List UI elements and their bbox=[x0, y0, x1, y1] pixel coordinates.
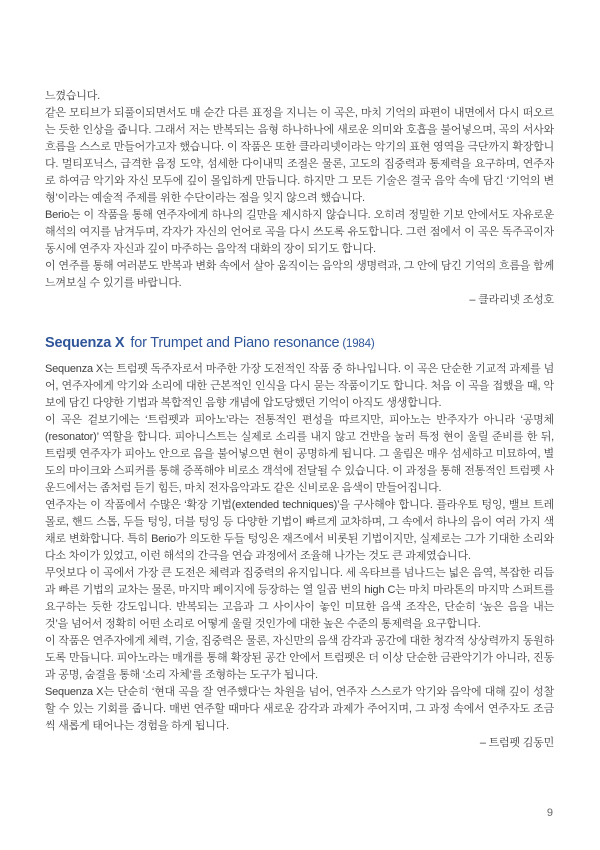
trumpet-performer-signature: – 트럼펫 김동민 bbox=[479, 737, 554, 749]
paragraph: 이 연주를 통해 여러분도 반복과 변화 속에서 살아 움직이는 음악의 생명력과, 그 안에 담긴 기억의 흐름을 함께 느껴보실 수 있기를 바랍니다. bbox=[45, 260, 554, 289]
sequenza-x-heading bbox=[45, 334, 554, 353]
page-content bbox=[45, 88, 554, 752]
paragraph: 연주자는 이 작품에서 수많은 ‘확장 기법(extended techniques)’을 구사해야 합니다. 플라우토 텅잉, 밸브 트레몰로, 핸드 스톱, 두들 텅잉, 더블 텅잉 등 다양한 기법이 빠르게 교차하며, 그 속에서 하나의 음이 여러 가지 색채로 변화합니다. 특히 Berio가 의도한 두들 텅잉은 재즈에서 비롯된 기법이지만, 실제로는 그가 기대한 소리와 다소 차이가 있었고, 이런 해석의 간극을 연습 과정에서 조율해 나가는 것도 큰 과제였습니다. bbox=[45, 499, 554, 562]
page-number: 9 bbox=[546, 807, 553, 819]
piece-title: Sequenza X bbox=[45, 335, 125, 351]
clarinet-note-paragraphs bbox=[45, 88, 554, 292]
paragraph: 이 작품은 연주자에게 체력, 기술, 집중력은 물론, 자신만의 음색 감각과 공간에 대한 청각적 상상력까지 동원하도록 만듭니다. 피아노라는 매개를 통해 확장된 공간 안에서 트럼펫은 더 이상 단순한 금관악기가 아니라, 진동과 공명, 숨결을 통해 ‘소리 자체’를 조형하는 도구가 됩니다. bbox=[45, 635, 554, 681]
paragraph: Berio는 이 작품을 통해 연주자에게 하나의 길만을 제시하지 않습니다. 오히려 정밀한 기보 안에서도 자유로운 해석의 여지를 남겨두며, 각자가 자신의 언어로 곡을 다시 쓰도록 유도합니다. 그런 점에서 이 곡은 독주곡이자 동시에 연주자 자신과 깊이 마주하는 음악적 대화의 장이 되기도 합니다. bbox=[45, 209, 554, 255]
paragraph: Sequenza X는 단순히 ‘현대 곡을 잘 연주했다’는 차원을 넘어, 연주자 스스로가 악기와 음악에 대해 깊이 성찰할 수 있는 기회를 줍니다. 매번 연주할 때마다 새로운 감각과 과제가 주어지며, 그 과정 속에서 연주자도 조금씩 새롭게 태어나는 경험을 하게 됩니다. bbox=[45, 686, 554, 732]
paragraph: 느꼈습니다. bbox=[45, 90, 100, 102]
clarinet-performer-signature: – 클라리넷 조성호 bbox=[469, 294, 554, 306]
paragraph: 무엇보다 이 곡에서 가장 큰 도전은 체력과 집중력의 유지입니다. 세 옥타브를 넘나드는 넓은 음역, 복잡한 리듬과 빠른 기법의 교차는 물론, 마지막 페이지에 등장하는 열 일곱 번의 high C는 마치 마라톤의 마지막 스퍼트를 요구하는 듯한 강도입니다. 반복되는 고음과 그 사이사이 놓인 미묘한 음색 조작은, 단순히 ‘높은 음을 내는 것’을 넘어서 정확히 어떤 소리로 어떻게 울릴 것인가에 대한 높은 수준의 통제력을 요구합니다. bbox=[45, 567, 554, 630]
paragraph: 이 곡은 겉보기에는 ‘트럼펫과 피아노’라는 전통적인 편성을 따르지만, 피아노는 반주자가 아니라 ‘공명체(resonator)’ 역할을 합니다. 피아니스트는 실제로 소리를 내지 않고 건반을 눌러 특정 현이 울릴 준비를 한 뒤, 트럼펫 연주자가 피아노 안으로 음을 불어넣으면 현이 공명하게 됩니다. 그 울림은 매우 섬세하고 미묘하여, 별도의 마이크와 스피커를 통해 증폭해야 비로소 객석에 전달될 수 있습니다. 이 과정을 통해 전통적인 트럼펫 사운드에서는 좀처럼 듣기 힘든, 마치 전자음악과도 같은 신비로운 음색이 만들어집니다. bbox=[45, 414, 554, 494]
paragraph: 같은 모티브가 되풀이되면서도 매 순간 다른 표정을 지니는 이 곡은, 마치 기억의 파편이 내면에서 다시 떠오르는 듯한 인상을 줍니다. 그래서 저는 반복되는 음형 하나하나에 새로운 의미와 호흡을 불어넣으며, 곡의 서사와 흐름을 스스로 만들어가고자 했습니다. 이 작품은 또한 클라리넷이라는 악기의 표현 영역을 극단까지 확장합니다. 멀티포닉스, 급격한 음정 도약, 섬세한 다이내믹 조절은 물론, 고도의 집중력과 통제력을 요구하며, 연주자로 하여금 악기와 자신 모두에 깊이 몰입하게 만듭니다. 하지만 그 모든 기술은 결국 음악 속에 담긴 ‘기억의 변형’이라는 예술적 주제를 위한 수단이라는 점을 잊지 않으려 했습니다. bbox=[45, 107, 554, 204]
paragraph: Sequenza X는 트럼펫 독주자로서 마주한 가장 도전적인 작품 중 하나입니다. 이 곡은 단순한 기교적 과제를 넘어, 연주자에게 악기와 소리에 대한 근본적인 인식을 다시 묻는 작품이기도 합니다. 처음 이 곡을 접했을 때, 악보에 담긴 다양한 기법과 복합적인 음향 개념에 압도당했던 기억이 아직도 생생합니다. bbox=[45, 363, 554, 409]
trumpet-note-paragraphs bbox=[45, 361, 554, 735]
piece-year: (1984) bbox=[342, 338, 375, 350]
piece-subtitle: for Trumpet and Piano resonance bbox=[130, 335, 340, 351]
